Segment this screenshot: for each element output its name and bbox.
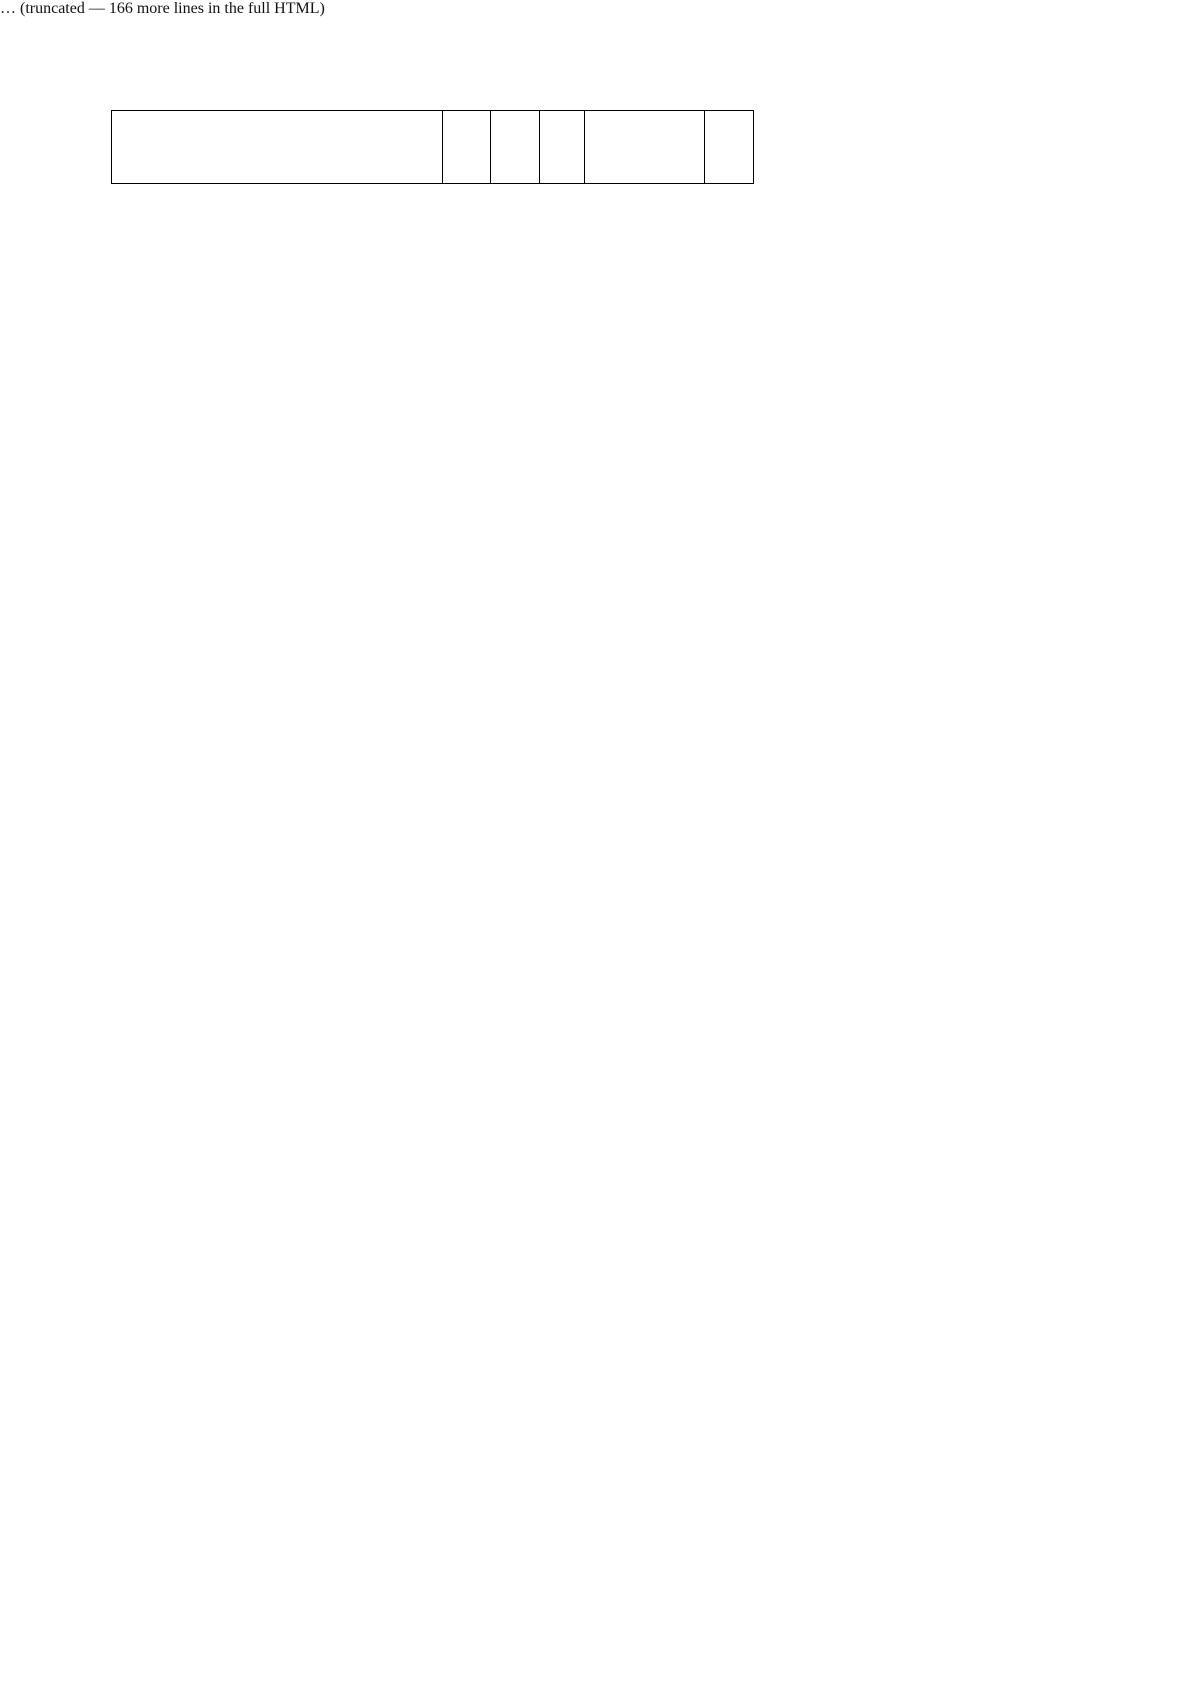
header-vid [705, 111, 753, 184]
header-row [112, 111, 1098, 184]
header-glava [443, 111, 491, 184]
header-name [112, 111, 443, 184]
header-podrazdel [539, 111, 584, 184]
budget-table [111, 110, 1097, 184]
header-razdel [491, 111, 539, 184]
header-statya [584, 111, 704, 184]
